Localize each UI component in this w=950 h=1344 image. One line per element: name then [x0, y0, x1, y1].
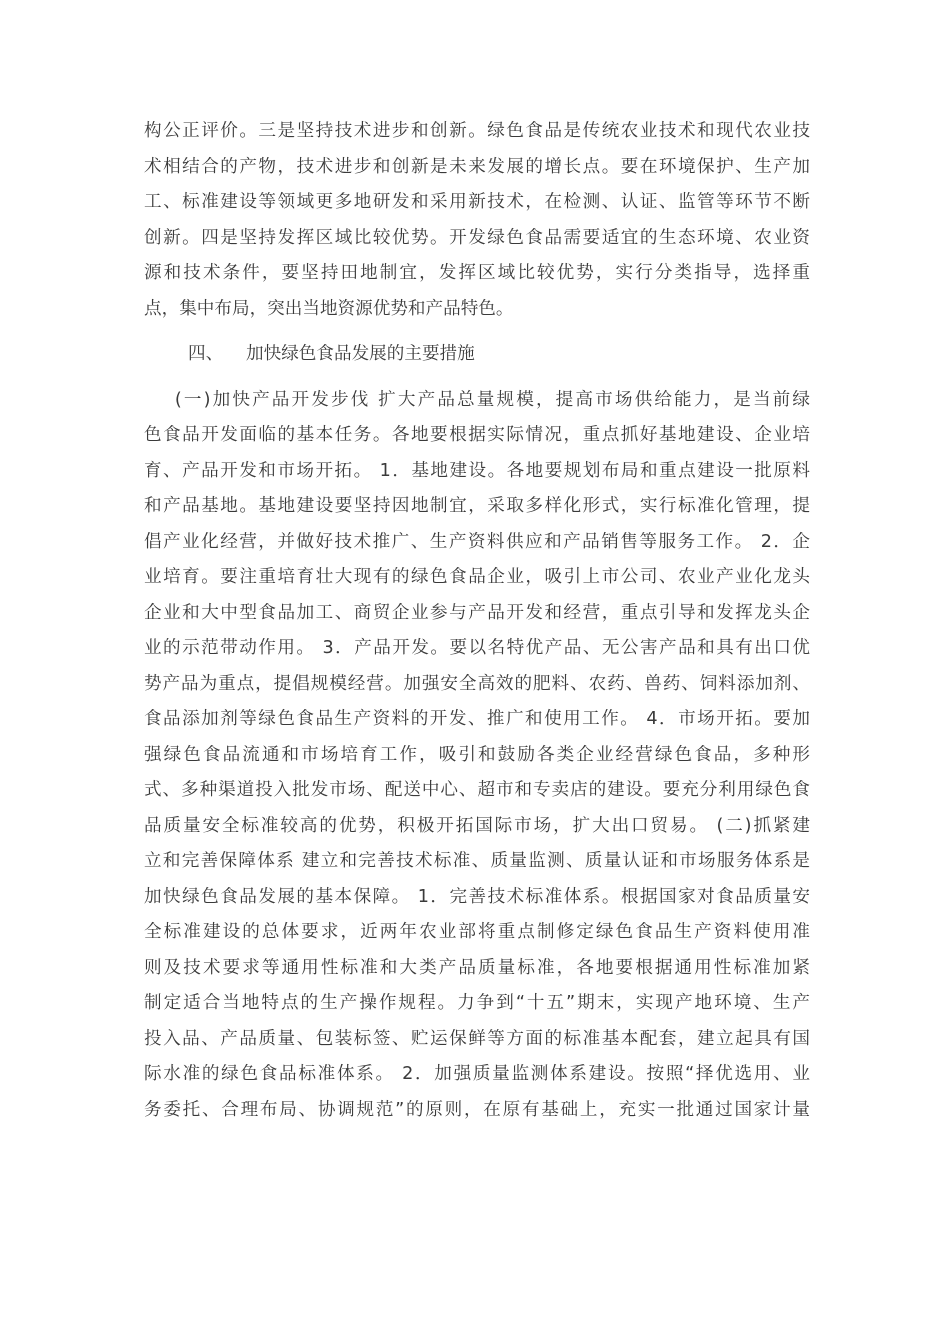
text-line: 务委托、合理布局、协调规范”的原则，在原有基础上，充实一批通过国家计量: [144, 1099, 810, 1120]
text-line: 源和技术条件，要坚持田地制宜，发挥区域比较优势，实行分类指导，选择重: [144, 263, 810, 283]
text-line: 际水准的绿色食品标准体系。 2．加强质量监测体系建设。按照“择优选用、业: [144, 1064, 810, 1084]
paragraph-measures: [144, 383, 810, 1129]
text-line: 势产品为重点，提倡规模经营。加强安全高效的肥料、农药、兽药、饲料添加剂、: [144, 673, 810, 694]
text-line: 制定适合当地特点的生产操作规程。力争到“十五”期末，实现产地环境、生产: [144, 993, 810, 1013]
text-line: 育、产品开发和市场开拓。 1．基地建设。各地要规划布局和重点建设一批原料: [144, 460, 810, 481]
paragraph-principles: [144, 114, 810, 327]
text-line: 业培育。要注重培育壮大现有的绿色食品企业，吸引上市公司、农业产业化龙头: [144, 567, 810, 587]
document-body: [144, 114, 810, 1128]
text-line: 术相结合的产物，技术进步和创新是未来发展的增长点。要在环境保护、生产加: [144, 156, 810, 177]
text-line: 立和完善保障体系 建立和完善技术标准、质量监测、质量认证和市场服务体系是: [144, 851, 810, 871]
text-line: 构公正评价。三是坚持技术进步和创新。绿色食品是传统农业技术和现代农业技: [144, 121, 810, 141]
section-heading: [144, 337, 810, 373]
text-line: 业的示范带动作用。 3．产品开发。要以名特优产品、无公害产品和具有出口优: [144, 638, 810, 658]
text-line: 品质量安全标准较高的优势，积极开拓国际市场，扩大出口贸易。 (二)抓紧建: [144, 815, 810, 836]
section-title: 加快绿色食品发展的主要措施: [246, 344, 475, 364]
text-line: 强绿色食品流通和市场培育工作，吸引和鼓励各类企业经营绿色食品，多种形: [144, 744, 810, 765]
text-line: 企业和大中型食品加工、商贸企业参与产品开发和经营，重点引导和发挥龙头企: [144, 602, 810, 623]
text-line: 点，集中布局，突出当地资源优势和产品特色。: [144, 298, 514, 319]
text-line: 工、标准建设等领域更多地研发和采用新技术，在检测、认证、监管等环节不断: [144, 192, 810, 212]
section-number: 四、: [188, 344, 224, 364]
text-line: 加快绿色食品发展的基本保障。 1．完善技术标准体系。根据国家对食品质量安: [144, 886, 810, 907]
text-line: 色食品开发面临的基本任务。各地要根据实际情况，重点抓好基地建设、企业培: [144, 425, 810, 445]
text-line: 倡产业化经营，并做好技术推广、生产资料供应和产品销售等服务工作。 2．企: [144, 531, 810, 552]
text-line: 则及技术要求等通用性标准和大类产品质量标准，各地要根据通用性标准加紧: [144, 957, 810, 978]
text-line: 和产品基地。基地建设要坚持因地制宜，采取多样化形式，实行标准化管理，提: [144, 496, 810, 516]
text-line: (一)加快产品开发步伐 扩大产品总量规模，提高市场供给能力，是当前绿: [144, 389, 810, 410]
text-line: 创新。四是坚持发挥区域比较优势。开发绿色食品需要适宜的生态环境、农业资: [144, 227, 810, 248]
text-line: 食品添加剂等绿色食品生产资料的开发、推广和使用工作。 4．市场开拓。要加: [144, 709, 810, 729]
text-line: 式、多种渠道投入批发市场、配送中心、超市和专卖店的建设。要充分利用绿色食: [144, 780, 810, 800]
text-line: 投入品、产品质量、包装标签、贮运保鲜等方面的标准基本配套，建立起具有国: [144, 1028, 810, 1049]
text-line: 全标准建设的总体要求，近两年农业部将重点制修定绿色食品生产资料使用准: [144, 922, 810, 942]
